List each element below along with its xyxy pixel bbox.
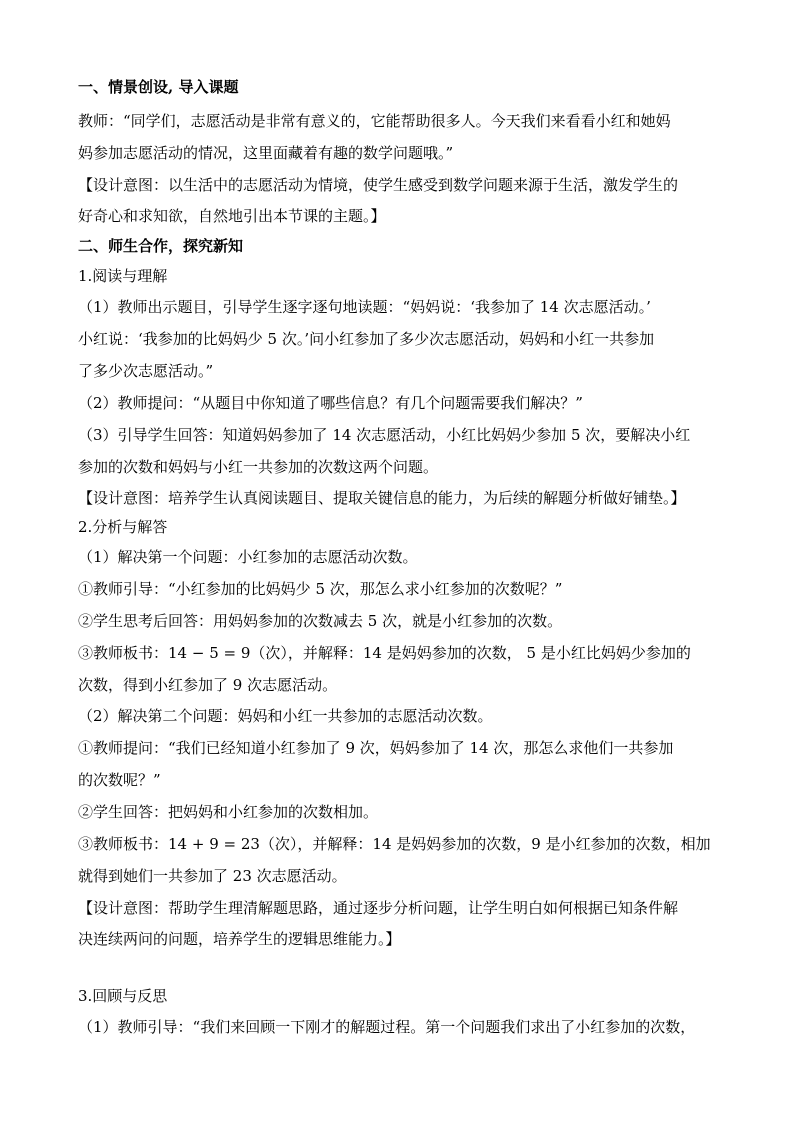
paragraph-line: （3）引导学生回答：知道妈妈参加了 14 次志愿活动，小红比妈妈少参加 5 次，要解决小红 bbox=[78, 426, 691, 444]
subsection-heading: 2.分析与解答 bbox=[78, 518, 168, 536]
design-intent-line: 好奇心和求知欲，自然地引出本节课的主题。】 bbox=[78, 207, 386, 225]
section-heading-2: 二、师生合作，探究新知 bbox=[78, 237, 244, 255]
paragraph-line: （1）教师出示题目，引导学生逐字逐句地读题：“妈妈说：‘我参加了 14 次志愿活动。’ bbox=[78, 298, 651, 316]
paragraph-line: ②学生思考后回答：用妈妈参加的次数减去 5 次，就是小红参加的次数。 bbox=[78, 612, 563, 630]
paragraph-line: ③教师板书：14 − 5 = 9（次），并解释：14 是妈妈参加的次数， 5 是小红比妈妈少参加的 bbox=[78, 644, 691, 662]
paragraph-line: （2）教师提问：“从题目中你知道了哪些信息？有几个问题需要我们解决？” bbox=[78, 394, 583, 412]
paragraph-line: 教师：“同学们，志愿活动是非常有意义的，它能帮助很多人。今天我们来看看小红和她妈 bbox=[78, 112, 671, 130]
paragraph-line: ①教师提问：“我们已经知道小红参加了 9 次，妈妈参加了 14 次，那怎么求他们一共参加 bbox=[78, 739, 674, 757]
paragraph-line: ③教师板书：14 + 9 = 23（次），并解释：14 是妈妈参加的次数，9 是小红参加的次数，相加 bbox=[78, 835, 711, 853]
paragraph-line: 次数，得到小红参加了 9 次志愿活动。 bbox=[78, 676, 338, 694]
design-intent-line: 【设计意图：培养学生认真阅读题目、提取关键信息的能力，为后续的解题分析做好铺垫。】 bbox=[78, 489, 686, 507]
paragraph-line: ①教师引导：“小红参加的比妈妈少 5 次，那怎么求小红参加的次数呢？” bbox=[78, 580, 563, 598]
paragraph-line: 了多少次志愿活动。” bbox=[78, 362, 214, 380]
paragraph-line: （1）解决第一个问题：小红参加的志愿活动次数。 bbox=[78, 548, 418, 566]
subsection-heading: 1.阅读与理解 bbox=[78, 267, 168, 285]
paragraph-line: 的次数呢？” bbox=[78, 771, 161, 789]
paragraph-line: 妈参加志愿活动的情况，这里面藏着有趣的数学问题哦。” bbox=[78, 144, 454, 162]
design-intent-line: 决连续两问的问题，培养学生的逻辑思维能力。】 bbox=[78, 930, 401, 948]
paragraph-line: 小红说：‘我参加的比妈妈少 5 次。’问小红参加了多少次志愿活动，妈妈和小红一共参加 bbox=[78, 330, 655, 348]
design-intent-line: 【设计意图：以生活中的志愿活动为情境，使学生感受到数学问题来源于生活，激发学生的 bbox=[78, 176, 679, 194]
paragraph-line: （1）教师引导：“我们来回顾一下刚才的解题过程。第一个问题我们求出了小红参加的次数， bbox=[78, 1018, 696, 1036]
paragraph-line: 就得到她们一共参加了 23 次志愿活动。 bbox=[78, 867, 347, 885]
design-intent-line: 【设计意图：帮助学生理清解题思路，通过逐步分析问题，让学生明白如何根据已知条件解 bbox=[78, 899, 679, 917]
paragraph-line: 参加的次数和妈妈与小红一共参加的次数这两个问题。 bbox=[78, 458, 439, 476]
paragraph-line: ②学生回答：把妈妈和小红参加的次数相加。 bbox=[78, 803, 379, 821]
paragraph-line: （2）解决第二个问题：妈妈和小红一共参加的志愿活动次数。 bbox=[78, 707, 493, 725]
subsection-heading: 3.回顾与反思 bbox=[78, 987, 168, 1005]
section-heading-1: 一、情景创设, 导入课题 bbox=[78, 78, 239, 96]
